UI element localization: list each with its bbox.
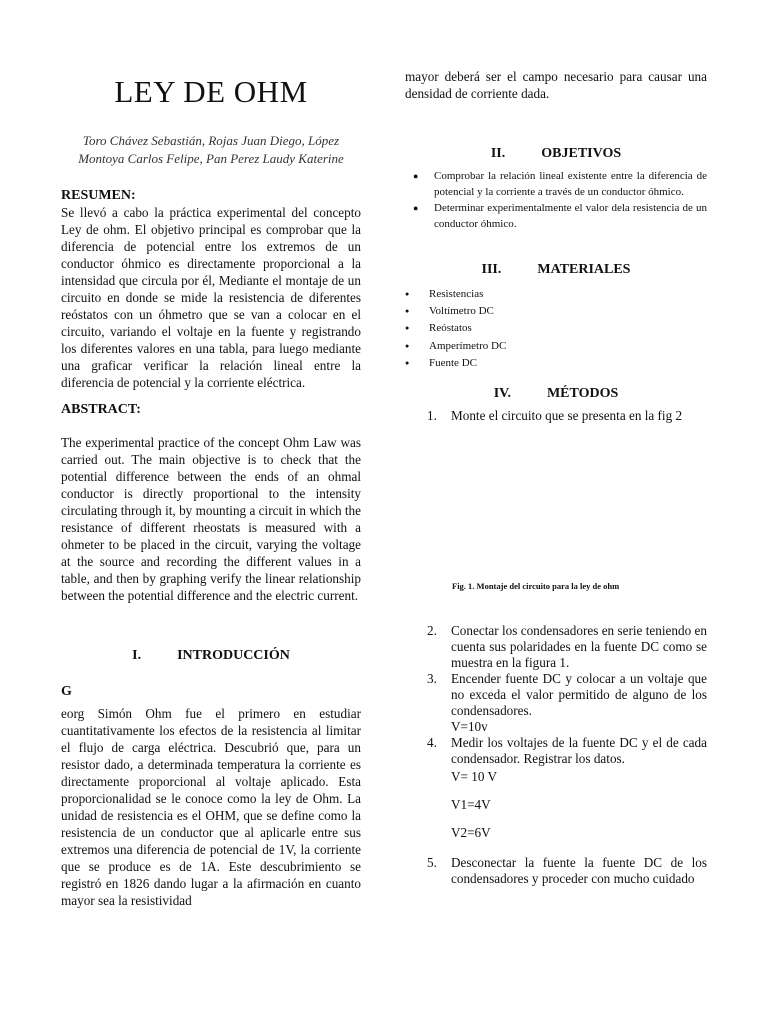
step-text: V=10v bbox=[451, 719, 488, 735]
materiales-section bbox=[405, 262, 707, 372]
list-item: ● Voltímetro DC bbox=[405, 303, 707, 320]
objetivos-heading bbox=[405, 146, 707, 162]
intro-text: eorg Simón Ohm fue el primero en estudiar cuantitativamente los efectos de la resistencia al limitar el flujo de carga eléctrica. Descubrió que, para un resistor dado, a determinada temperatura la corriente es directamente proporcional al voltaje aplicado. Esta proporcionalidad se le conoce como la ley de Ohm. La unidad de resistencia es el OHM, que se define como la resistencia de un conductor que al aplicarle entre sus extremos una diferencia de potencial de 1V, la corriente que se produce es de 1A. Este descubrimiento se registró en 1826 dando lugar a la afirmación en cuanto mayor sea la resistividad bbox=[61, 706, 361, 908]
intro-dropcap: G bbox=[61, 684, 72, 699]
intro-section bbox=[61, 648, 361, 909]
step-number: 4. bbox=[427, 735, 437, 751]
materiales-list bbox=[405, 286, 707, 372]
step-number: 3. bbox=[427, 671, 437, 687]
list-item bbox=[405, 719, 707, 735]
intro-heading bbox=[61, 648, 361, 664]
step-text: Encender fuente DC y colocar a un voltaje que no exceda el valor permitido de alguno de los condensadores. bbox=[451, 671, 707, 719]
intro-continuation: mayor deberá ser el campo necesario para causar una densidad de corriente dada. bbox=[405, 69, 707, 101]
objetivos-list bbox=[405, 168, 707, 232]
abstract-section bbox=[61, 402, 361, 604]
step-text: Monte el circuito que se presenta en la fig 2 bbox=[451, 408, 683, 424]
objetivos-section bbox=[405, 146, 707, 232]
list-item bbox=[405, 825, 707, 841]
metodos-heading bbox=[405, 386, 707, 402]
materiales-heading bbox=[405, 262, 707, 278]
list-item bbox=[405, 408, 707, 424]
list-item: ● Determinar experimentalmente el valor dela resistencia de un conductor óhmico. bbox=[405, 200, 707, 232]
list-item bbox=[405, 735, 707, 767]
right-column bbox=[405, 68, 707, 887]
figure-placeholder bbox=[405, 424, 707, 581]
list-item bbox=[405, 797, 707, 813]
resumen-text: Se llevó a cabo la práctica experimental del concepto Ley de ohm. El objetivo principal es comprobar que la diferencia de potencial entre los extremos de un conductor óhmico es directamente proporcional a la intensidad que circula por él, Mediante el montaje de un circuito en donde se mide la resistencia de diferentes reóstatos con un óhmetro que se van a colocar en el circuito, variando el voltaje en la fuente y registrando los diferentes valores en una tabla, para luego mediante una graficar verificar la relación lineal entre la diferencia de potencial y la corriente eléctrica. bbox=[61, 205, 361, 390]
objetivos-number: II. bbox=[490, 146, 506, 161]
metodos-steps bbox=[405, 623, 707, 887]
step-text: Conectar los condensadores en serie teniendo en cuenta sus polaridades en la fuente DC como se muestra en la figura 1. bbox=[451, 623, 707, 671]
abstract-text: The experimental practice of the concept Ohm Law was carried out. The main objective is to check that the potential difference between the ends of an ohmal conductor is directly proportional to the intensity circulating through it, by mounting a circuit in which the resistance of different rheostats is measured with a ohmeter to be placed in the circuit, varying the voltage at the source and recording the different values in a table, and then by graphing verify the linear relationship between the potential difference and the electric current. bbox=[61, 435, 361, 603]
abstract-label: ABSTRACT: bbox=[61, 402, 141, 417]
authors-line-2: Montoya Carlos Felipe, Pan Perez Laudy Katerine bbox=[78, 151, 344, 166]
step-text: Medir los voltajes de la fuente DC y el de cada condensador. Registrar los datos. bbox=[451, 735, 707, 767]
step-text: V= 10 V bbox=[451, 769, 498, 785]
list-item: ● Fuente DC bbox=[405, 355, 707, 372]
list-item bbox=[405, 671, 707, 719]
resumen-section bbox=[61, 188, 361, 391]
list-item: ● Comprobar la relación lineal existente entre la diferencia de potencial y la corriente a través de un conductor óhmico. bbox=[405, 168, 707, 200]
metodos-section bbox=[405, 386, 707, 887]
step-number: 5. bbox=[427, 855, 437, 871]
list-item bbox=[405, 769, 707, 785]
materiales-number: III. bbox=[481, 262, 502, 277]
list-item bbox=[405, 623, 707, 671]
metodos-title: MÉTODOS bbox=[546, 386, 619, 402]
list-item: ● Amperímetro DC bbox=[405, 338, 707, 355]
step-text: V2=6V bbox=[451, 825, 491, 841]
left-column bbox=[61, 60, 361, 909]
step-text: V1=4V bbox=[451, 797, 491, 813]
figure-caption: Fig. 1. Montaje del circuito para la ley de ohm bbox=[452, 581, 620, 592]
metodos-step-1-list bbox=[405, 408, 707, 424]
step-text: Desconectar la fuente la fuente DC de los condensadores y proceder con mucho cuidado bbox=[451, 855, 707, 887]
metodos-number: IV. bbox=[493, 386, 511, 402]
step-number: 2. bbox=[427, 623, 437, 639]
list-item: ● Reóstatos bbox=[405, 320, 707, 337]
list-item bbox=[405, 855, 707, 887]
list-item: ● Resistencias bbox=[405, 286, 707, 303]
objetivos-title: OBJETIVOS bbox=[541, 146, 622, 161]
materiales-title: MATERIALES bbox=[537, 262, 631, 277]
resumen-label: RESUMEN: bbox=[61, 188, 136, 203]
intro-title: INTRODUCCIÓN bbox=[177, 648, 290, 663]
authors bbox=[61, 132, 361, 168]
authors-line-1: Toro Chávez Sebastián, Rojas Juan Diego, López bbox=[82, 133, 340, 148]
step-number: 1. bbox=[427, 408, 437, 424]
page-title: LEY DE OHM bbox=[114, 74, 308, 109]
intro-number: I. bbox=[132, 648, 142, 663]
